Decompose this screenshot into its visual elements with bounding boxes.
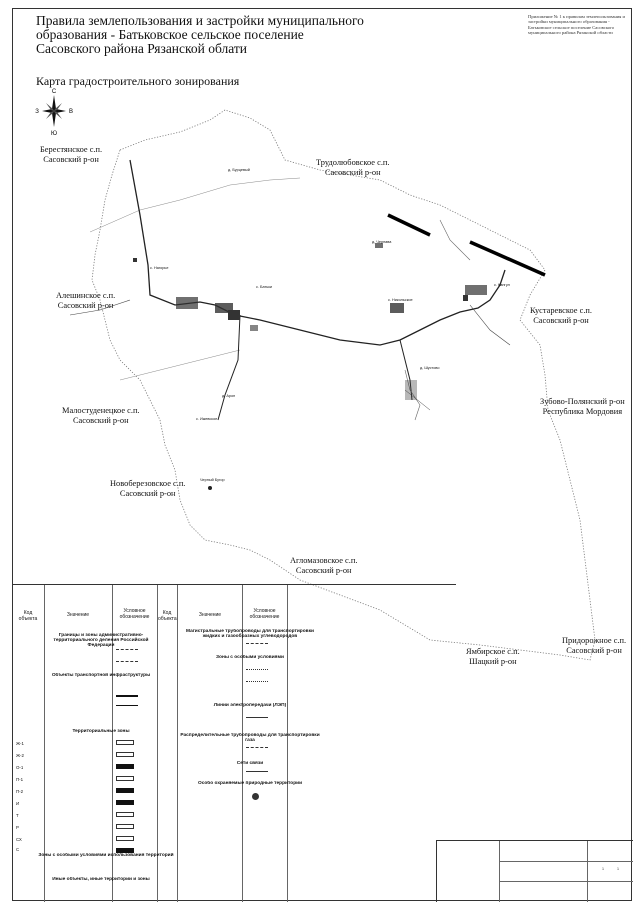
map-title: Правила землепользования и застройки муниципального образования - Батьковское сельское поселение Сасовского района Рязанской облати (36, 13, 364, 56)
legend-section-title: Распределительные трубопроводы для транспортировки газа (180, 733, 320, 743)
village-label: д. Чернава (372, 240, 392, 244)
title-block (436, 840, 633, 902)
region-berestyanskoe: Берестянское с.п. Сасовский р-он (40, 145, 103, 164)
legend-symbol (246, 681, 268, 686)
legend-table (12, 584, 456, 902)
legend-section-title: Зоны с особыми условиями использования территорий (38, 853, 174, 858)
legend-symbol (116, 812, 134, 817)
legend-symbol (116, 752, 134, 757)
legend-symbol (246, 643, 268, 648)
legend-section-title: Зоны с особыми условиями (216, 655, 284, 660)
legend-section-title: Территориальные зоны (72, 729, 130, 734)
settlement-boundary (92, 110, 595, 660)
legend-symbol (116, 848, 134, 853)
sheet-number: 1 (602, 867, 604, 871)
region-novoberezovskoe: Новоберезовское с.п. Сасовский р-он (110, 479, 186, 498)
zone-code: Ж-2 (16, 753, 24, 758)
compass-east: В (68, 109, 74, 115)
legend-symbol (116, 705, 138, 710)
legend-symbol (116, 695, 138, 700)
hatched-band-2 (470, 242, 545, 275)
legend-section-title: Сети связи (236, 761, 264, 766)
legend-section-title: Границы и зоны административно-территориального деления Российской Федерации (53, 633, 149, 648)
legend-symbol (246, 771, 268, 776)
legend-header-name: Значение (66, 612, 90, 618)
sheet-count: 1 (617, 867, 619, 871)
legend-section-title: Объекты транспортной инфраструктуры (51, 673, 151, 678)
legend-section-title: Линии электропередачи (ЛЭП) (213, 703, 287, 708)
village-label: с. Батьки (256, 285, 273, 289)
village-label: с. Ижевское (196, 417, 218, 421)
legend-symbol (116, 764, 134, 769)
region-zubovo-polyanskiy: Зубово-Полянский р-он Республика Мордовия (540, 397, 625, 416)
region-trudolyubovskoe: Трудолюбовское с.п. Сасовский р-он (316, 158, 390, 177)
compass-west: З (35, 109, 39, 115)
legend-symbol (246, 717, 268, 722)
legend-symbol (246, 669, 268, 674)
legend-header-symbol: Условное обозначение (119, 608, 150, 620)
zone-code: СХ (16, 837, 22, 842)
village-label: д. Бурцевый (228, 168, 250, 172)
region-aleshinskoe: Алешинское с.п. Сасовский р-он (56, 291, 116, 310)
zone-code: С (16, 847, 20, 852)
village-label: Черный Бугор (200, 478, 225, 482)
zone-code: Р (16, 825, 19, 830)
legend-section-title: Иные объекты, иные территории и зоны (52, 877, 150, 882)
village-label: д. Ароп (222, 394, 236, 398)
main-road (130, 160, 505, 345)
legend-section-title: Магистральные трубопроводы для транспортировки жидких и газообразных углеводородов (186, 629, 314, 639)
hatched-band-1 (388, 215, 430, 235)
legend-symbol (116, 800, 134, 805)
zone-code: П-1 (16, 777, 24, 782)
compass-north: С (51, 89, 57, 95)
region-yambirskoe: Ямбирское с.п. Шацкий р-он (466, 647, 520, 666)
legend-symbol (116, 824, 134, 829)
legend-symbol (116, 776, 134, 781)
legend-symbol (246, 747, 268, 752)
zone-code: Т (16, 813, 19, 818)
legend-symbol (116, 661, 138, 666)
legend-symbol (252, 793, 259, 800)
region-aglomazovskoe: Агломазовское с.п. Сасовский р-он (290, 556, 358, 575)
legend-symbol (116, 649, 138, 654)
zone-code: Ж-1 (16, 741, 24, 746)
legend-header-symbol-2: Условное обозначение (249, 608, 280, 620)
appendix-note: Приложение № 1 к правилам землепользования и застройки муниципального образования - Батьковское сельское поселение Сасовского муниципального района Рязанской области (528, 14, 626, 36)
legend-header-code-2: Код объекта (158, 610, 177, 622)
legend-symbol (116, 740, 134, 745)
village-label: с. Никольское (388, 298, 413, 302)
legend-section-title: Особо охраняемые природные территории (197, 781, 303, 786)
compass-south: Ю (50, 131, 58, 136)
zone-code: О-1 (16, 765, 24, 770)
region-pridorozhnoe: Придорожное с.п. Сасовский р-он (562, 636, 627, 655)
map-subtitle: Карта градостроительного зонирования (36, 74, 240, 88)
legend-header-code: Код объекта (18, 610, 38, 622)
region-kustarevskoe: Кустаревское с.п. Сасовский р-он (530, 306, 592, 325)
legend-symbol (116, 788, 134, 793)
village-label: с. Нагорье (150, 266, 169, 270)
zone-code: И (16, 801, 20, 806)
village-label: д. Шустово (420, 366, 440, 370)
legend-header-name-2: Значение (198, 612, 222, 618)
region-malostudenetskoe: Малостуденецкое с.п. Сасовский р-он (62, 406, 140, 425)
zone-code: П-2 (16, 789, 24, 794)
village-label: с. Кангул (494, 283, 510, 287)
legend-symbol (116, 836, 134, 841)
